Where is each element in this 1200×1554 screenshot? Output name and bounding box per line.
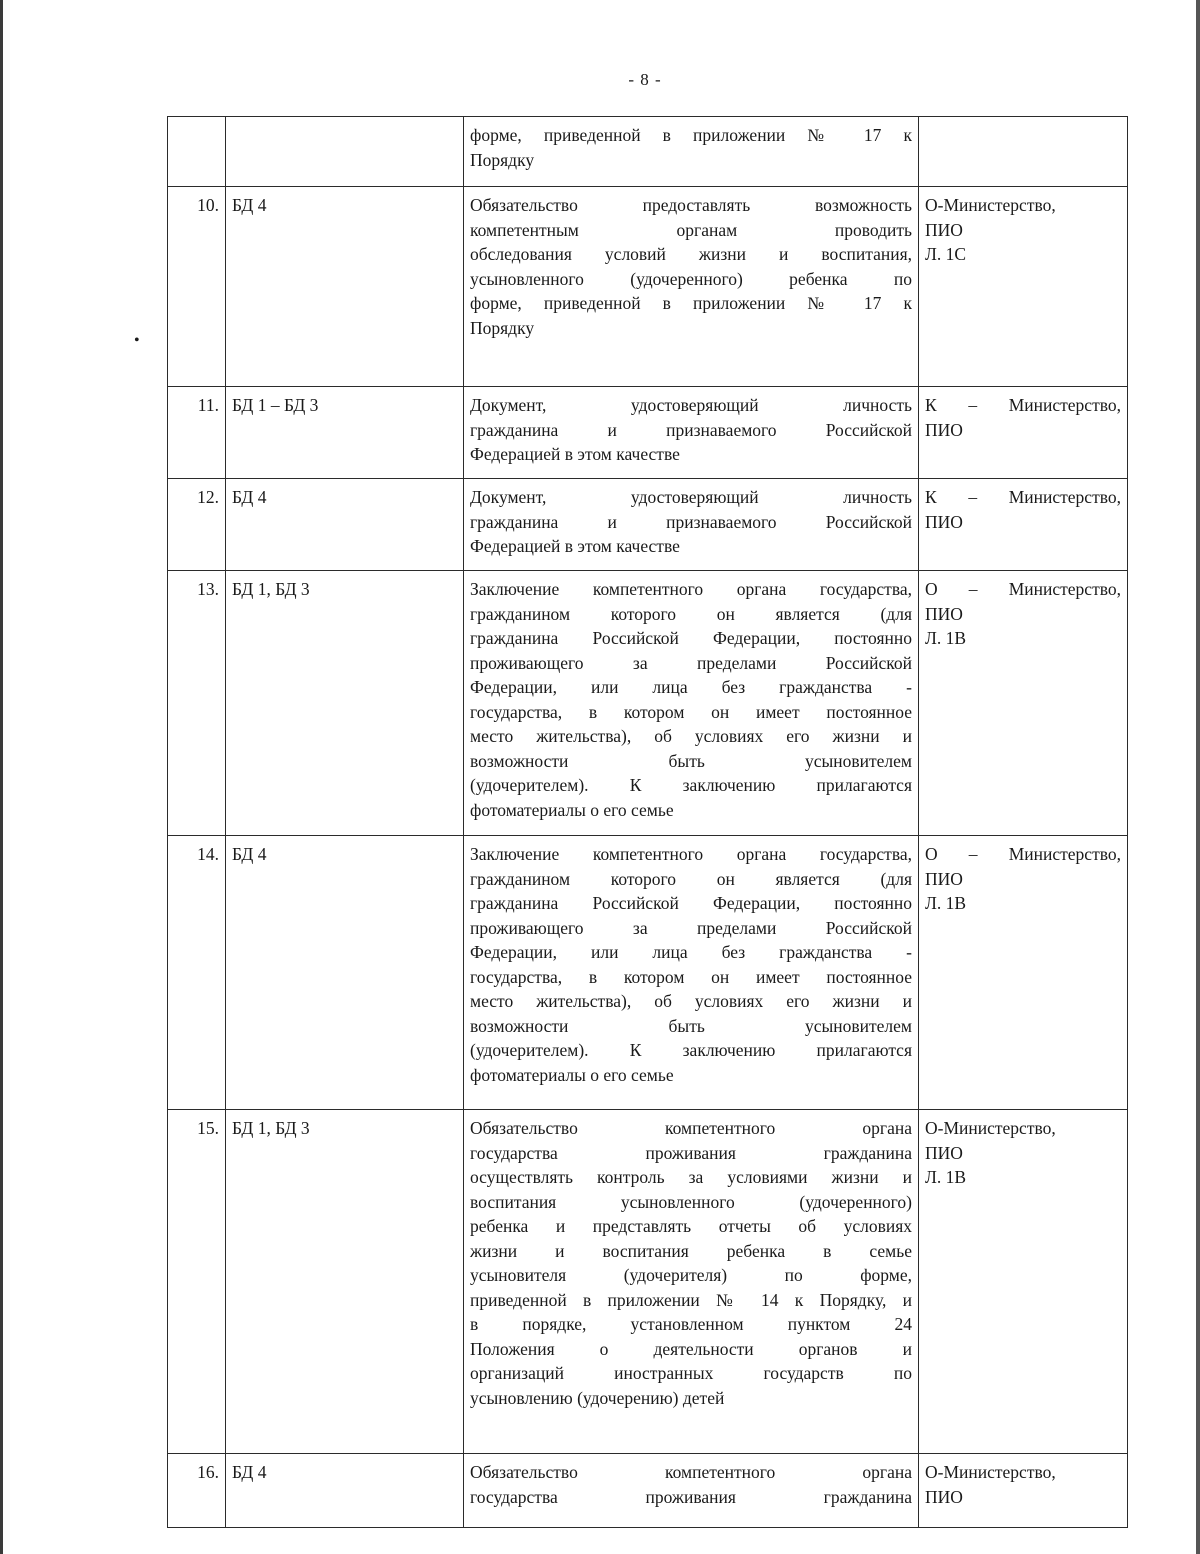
row-note [919, 1454, 1128, 1528]
doc-line: Обязательство предоставлять возможность [470, 195, 912, 215]
doc-line: (удочерителем). К заключению прилагаются [470, 1040, 912, 1060]
row-basis: БД 4 [226, 1454, 464, 1528]
row-note [919, 479, 1128, 571]
note-line: К – Министерство, [925, 487, 1121, 507]
note-line: ПИО [925, 868, 963, 889]
doc-line: возможности быть усыновителем [470, 1015, 912, 1036]
doc-line: Федерацией в этом качестве [470, 444, 680, 464]
doc-line: государства проживания гражданина [470, 1142, 912, 1163]
row-note [919, 117, 1128, 187]
doc-line: фотоматериалы о его семье [470, 799, 674, 820]
row-note [919, 836, 1128, 1110]
row-number: 11. [168, 387, 226, 479]
doc-line: усыновленного (удочеренного) ребенка по [470, 268, 912, 289]
row-document [464, 1454, 919, 1528]
table-row [168, 1110, 1128, 1454]
doc-line: компетентным органам проводить [470, 219, 912, 240]
doc-line: Положения о деятельности органов и [470, 1338, 912, 1359]
row-number: 15. [168, 1110, 226, 1454]
note-line: ПИО [925, 1142, 963, 1163]
doc-line: государства, в котором он имеет постоянное [470, 701, 912, 722]
table-row [168, 387, 1128, 479]
row-document [464, 187, 919, 387]
doc-line: Порядку [470, 317, 535, 338]
note-line: Л. 1С [925, 244, 967, 264]
doc-line: обследования условий жизни и воспитания, [470, 244, 912, 264]
doc-line: гражданина и признаваемого Российской [470, 419, 912, 440]
row-basis: БД 4 [226, 836, 464, 1110]
note-line: О – Министерство, [925, 844, 1121, 864]
doc-line: место жительства), об условиях его жизни и [470, 991, 912, 1011]
note-line: О-Министерство, [925, 1462, 1056, 1482]
doc-line: организаций иностранных государств по [470, 1363, 912, 1383]
row-number: 10. [168, 187, 226, 387]
row-number: 13. [168, 571, 226, 836]
note-line: О-Министерство, [925, 1118, 1056, 1138]
doc-line: проживающего за пределами Российской [470, 917, 912, 938]
margin-mark: • [134, 332, 140, 349]
row-basis: БД 1, БД 3 [226, 571, 464, 836]
row-note [919, 1110, 1128, 1454]
row-basis: БД 4 [226, 479, 464, 571]
doc-line: форме, приведенной в приложении № 17 к [470, 125, 912, 145]
documents-table [167, 116, 1128, 1528]
doc-line: в порядке, установленном пунктом 24 [470, 1314, 912, 1334]
doc-line: фотоматериалы о его семье [470, 1064, 674, 1085]
doc-line: гражданином которого он является (для [470, 868, 912, 889]
doc-line: Заключение компетентного органа государства, [470, 579, 912, 599]
doc-line: жизни и воспитания ребенка в семье [470, 1240, 912, 1261]
doc-line: гражданином которого он является (для [470, 603, 912, 624]
table-row [168, 479, 1128, 571]
note-line: О-Министерство, [925, 195, 1056, 215]
row-note [919, 571, 1128, 836]
doc-line: Заключение компетентного органа государства, [470, 844, 912, 864]
doc-line: Федерации, или лица без гражданства - [470, 942, 912, 962]
table-row [168, 117, 1128, 187]
row-document [464, 836, 919, 1110]
doc-line: гражданина Российской Федерации, постоянно [470, 893, 912, 913]
doc-line: гражданина и признаваемого Российской [470, 511, 912, 532]
doc-line: возможности быть усыновителем [470, 750, 912, 771]
doc-line: гражданина Российской Федерации, постоянно [470, 628, 912, 648]
row-basis: БД 4 [226, 187, 464, 387]
doc-line: воспитания усыновленного (удочеренного) [470, 1191, 912, 1212]
row-basis: БД 1, БД 3 [226, 1110, 464, 1454]
doc-line: место жительства), об условиях его жизни и [470, 726, 912, 746]
note-line: ПИО [925, 1486, 963, 1507]
doc-line: Порядку [470, 149, 535, 170]
doc-line: государства проживания гражданина [470, 1486, 912, 1507]
row-note [919, 187, 1128, 387]
row-number: 12. [168, 479, 226, 571]
doc-line: Обязательство компетентного органа [470, 1118, 912, 1138]
doc-line: форме, приведенной в приложении № 17 к [470, 293, 912, 313]
doc-line: усыновлению (удочерению) детей [470, 1387, 725, 1408]
row-number [168, 117, 226, 187]
doc-line: ребенка и представлять отчеты об условиях [470, 1216, 912, 1236]
note-line: Л. 1В [925, 893, 967, 913]
note-line: ПИО [925, 603, 963, 624]
note-line: Л. 1В [925, 1167, 967, 1187]
row-document [464, 117, 919, 187]
scan-edge-left [0, 0, 3, 1554]
doc-line: Документ, удостоверяющий личность [470, 395, 912, 415]
note-line: О – Министерство, [925, 579, 1121, 599]
doc-line: государства, в котором он имеет постоянное [470, 966, 912, 987]
page-number: - 8 - [628, 70, 662, 89]
row-document [464, 571, 919, 836]
scan-edge-right [1196, 0, 1200, 1554]
table-row [168, 836, 1128, 1110]
doc-line: усыновителя (удочерителя) по форме, [470, 1265, 912, 1285]
note-line: ПИО [925, 219, 963, 240]
table-row [168, 187, 1128, 387]
note-line: Л. 1В [925, 628, 967, 648]
row-document [464, 387, 919, 479]
row-document [464, 1110, 919, 1454]
doc-line: осуществлять контроль за условиями жизни и [470, 1167, 912, 1187]
doc-line: (удочерителем). К заключению прилагаются [470, 775, 912, 795]
row-number: 14. [168, 836, 226, 1110]
doc-line: Федерации, или лица без гражданства - [470, 677, 912, 697]
doc-line: Документ, удостоверяющий личность [470, 487, 912, 507]
note-line: К – Министерство, [925, 395, 1121, 415]
note-line: ПИО [925, 419, 963, 440]
table-row [168, 1454, 1128, 1528]
row-document [464, 479, 919, 571]
row-note [919, 387, 1128, 479]
doc-line: Обязательство компетентного органа [470, 1462, 912, 1482]
doc-line: Федерацией в этом качестве [470, 536, 680, 556]
note-line: ПИО [925, 511, 963, 532]
table-row [168, 571, 1128, 836]
doc-line: приведенной в приложении № 14 к Порядку, и [470, 1289, 912, 1310]
doc-line: проживающего за пределами Российской [470, 652, 912, 673]
row-number: 16. [168, 1454, 226, 1528]
row-basis [226, 117, 464, 187]
row-basis: БД 1 – БД 3 [226, 387, 464, 479]
